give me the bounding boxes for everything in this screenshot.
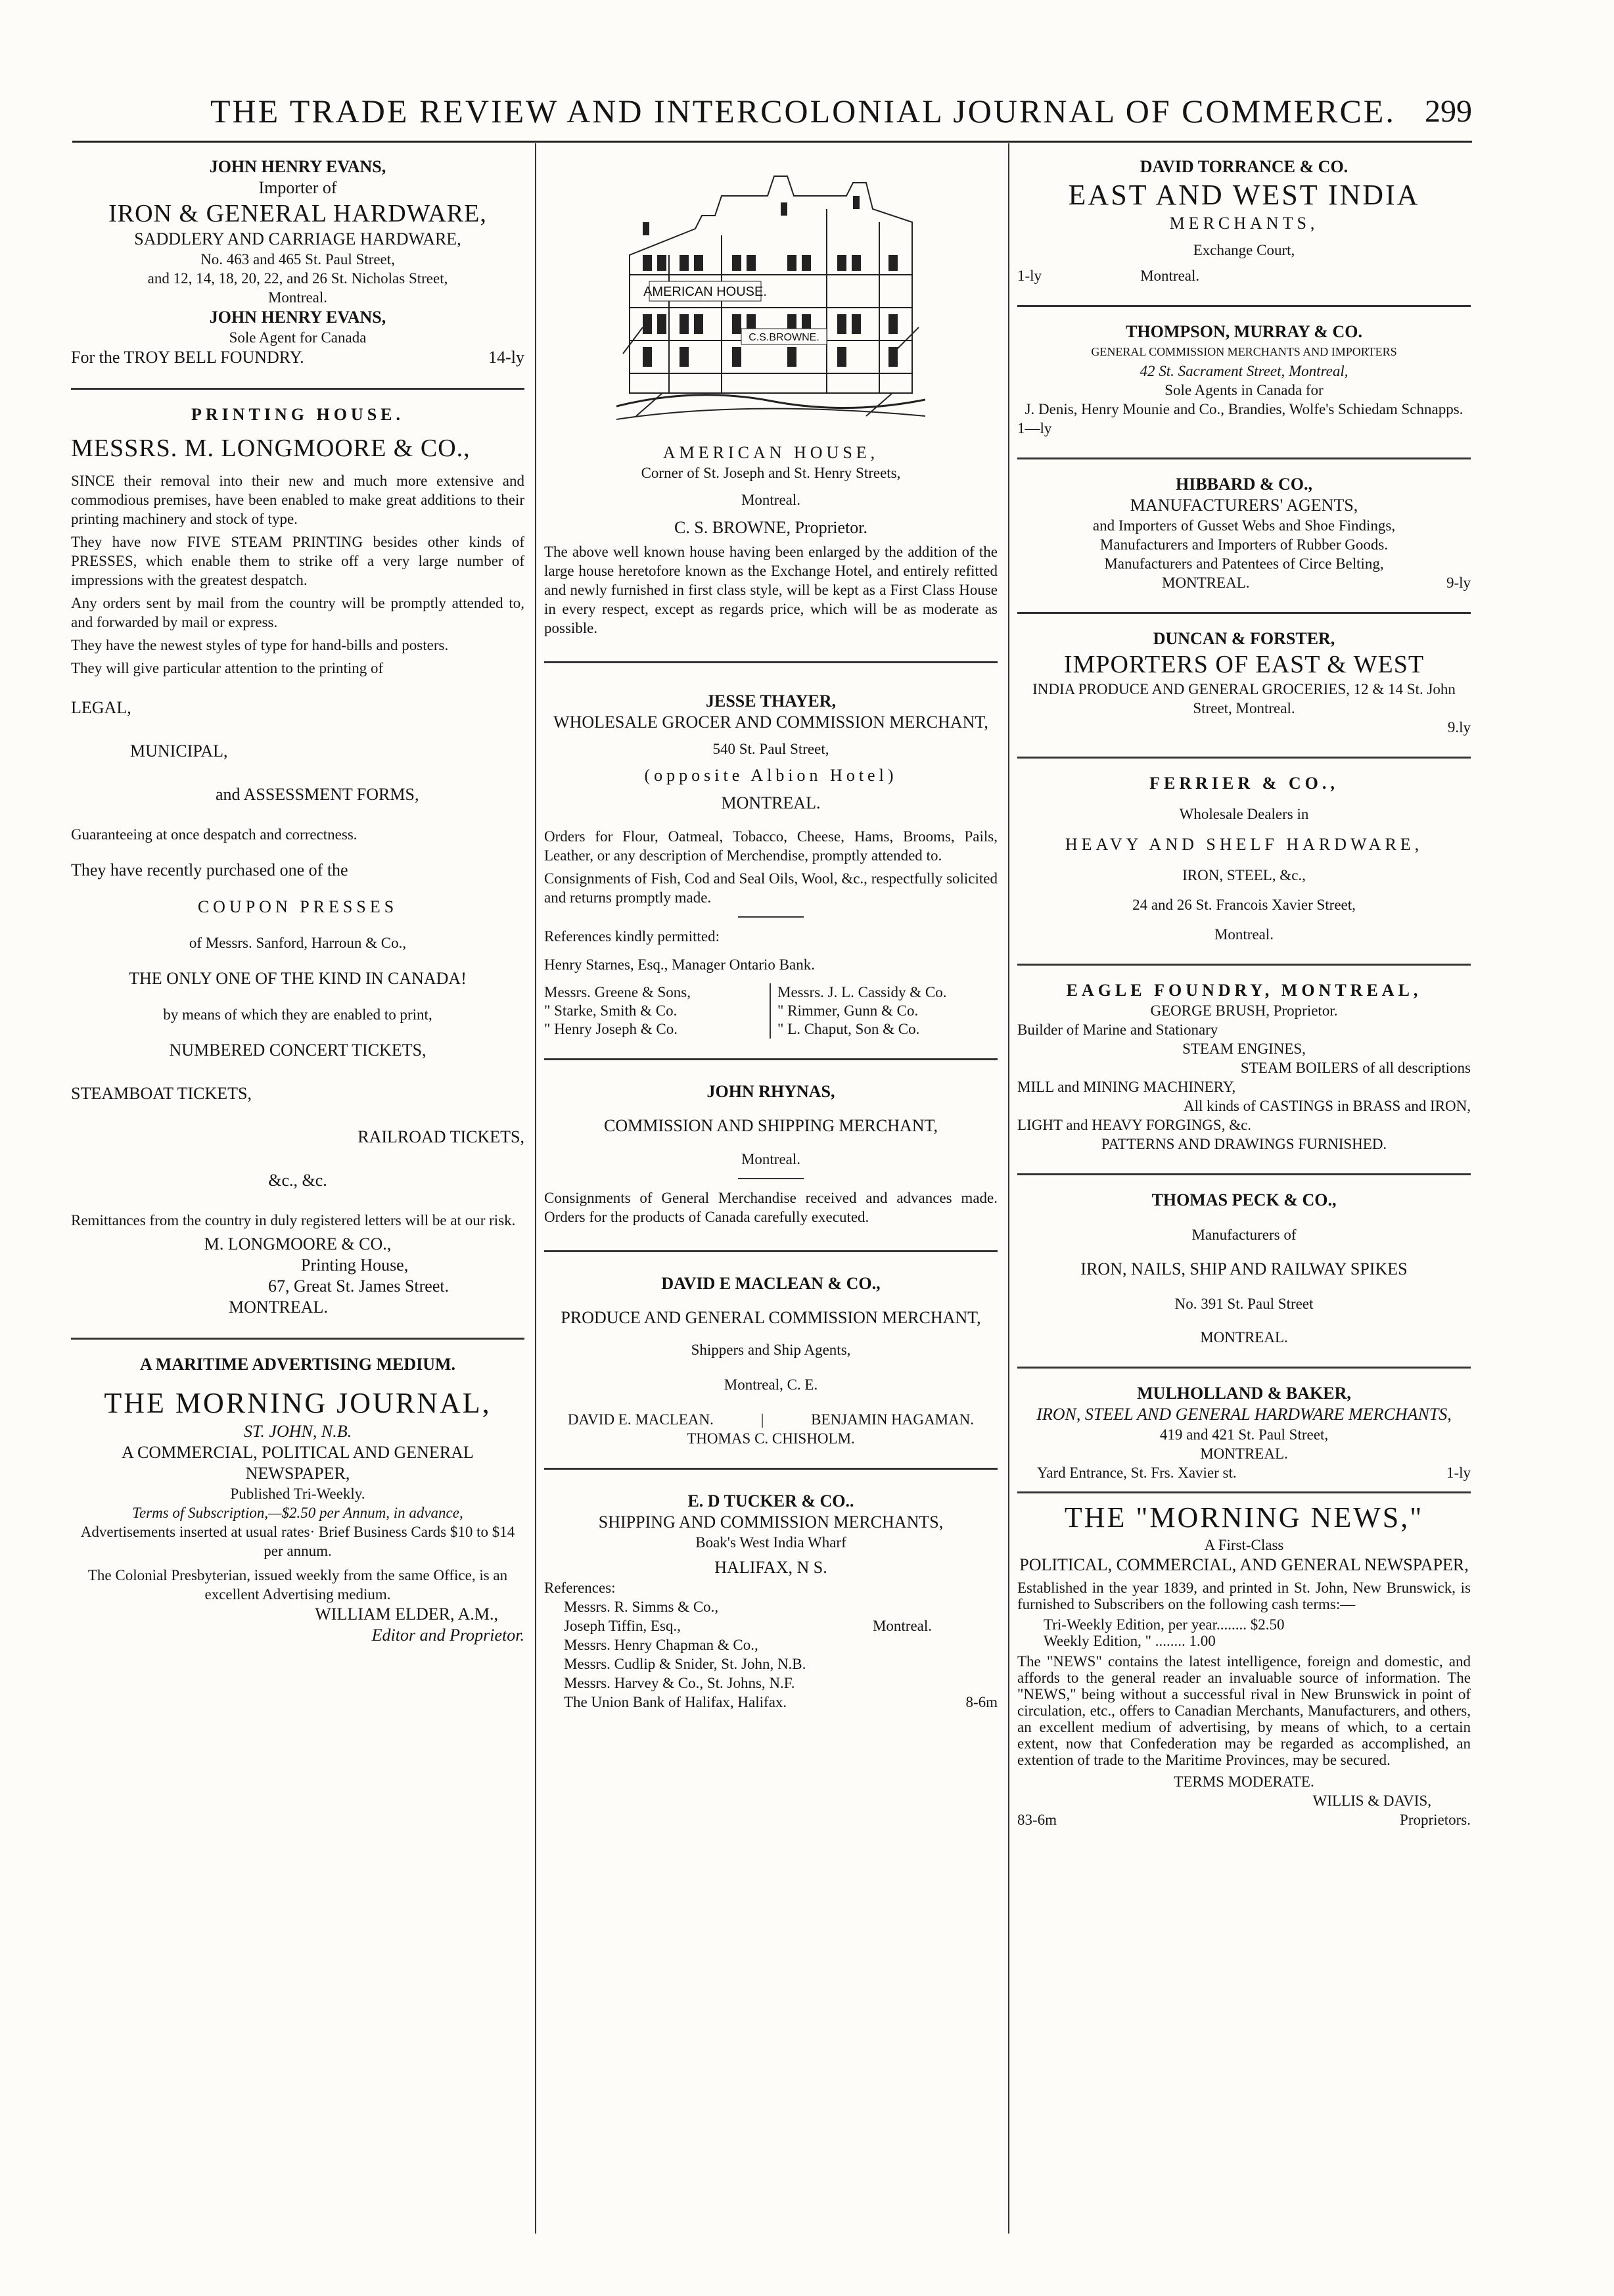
ad-code: 83-6m [1017,1812,1057,1828]
ad-line: and 12, 14, 18, 20, 22, and 26 St. Nicholas Street, [147,270,448,287]
ad-headline: EAST AND WEST INDIA [1068,179,1420,211]
ad-line: STEAM BOILERS of all descriptions [1240,1060,1471,1076]
advertiser-name: THOMPSON, MURRAY & CO. [1126,322,1362,341]
ad-headline: MESSRS. M. LONGMOORE & CO., [71,434,471,462]
ad-line: Montreal. [741,1151,801,1167]
ad-line: MONTREAL. [229,1298,328,1317]
ad-line: IRON, NAILS, SHIP AND RAILWAY SPIKES [1080,1259,1408,1278]
advertiser-name: DUNCAN & FORSTER, [1153,629,1335,648]
reference-list [544,983,998,1039]
page-number: 299 [1425,94,1472,129]
ad-line: MILL and MINING MACHINERY, [1017,1079,1236,1095]
ad-line: Editor and Proprietor. [371,1626,524,1645]
partner-name: THOMAS C. CHISHOLM. [687,1430,855,1447]
ad-line: Exchange Court, [1193,242,1295,258]
ad-mulholland-baker [1017,1379,1471,1491]
ad-headline: HEAVY AND SHELF HARDWARE, [1065,835,1423,854]
ad-paragraph: Any orders sent by mail from the country will be promptly attended to, and forwarded by mail or express. [71,595,524,630]
ad-line: and Importers of Gusset Webs and Shoe Findings, [1092,517,1396,534]
ad-line: Sole Agent for Canada [229,329,367,346]
signature: WILLIAM ELDER, A.M., [315,1605,498,1624]
hotel-engraving [616,156,925,433]
ad-line: J. Denis, Henry Mounie and Co., Brandies, Wolfe's Schiedam Schnapps. [1025,401,1464,417]
ad-code: 1—ly [1017,420,1052,436]
ad-rule [1017,1367,1471,1369]
ad-line: Printing House, [301,1255,409,1275]
ad-maclean: DAVID E MACLEAN & CO., PRODUCE AND GENERAL COMMISSION MERCHANT, Shippers and Ship Agents, Montreal, C. E. DAVID E. MACLEAN. | BENJAMIN HAGAMAN. THOMAS C. CHISHOLM. [544,1263,998,1457]
reference: The Union Bank of Halifax, Halifax. [564,1694,787,1710]
reference: " Rimmer, Gunn & Co. [777,1002,919,1019]
ad-rule [1017,612,1471,614]
ad-line: MONTREAL. [721,793,821,812]
ad-line: The Colonial Presbyterian, issued weekly from the same Office, is an excellent Advertising medium. [87,1567,508,1603]
ad-line: MERCHANTS, [1169,214,1319,233]
ad-paragraph: The above well known house having been enlarged by the addition of the large house heretofore known as the Exchange Hotel, and entirely refitted and newly furnished in first class style, will be kept as a First Class House in every respect, except as regards price, which will be as moderate as possible. [544,544,998,636]
section-heading: A MARITIME ADVERTISING MEDIUM. [139,1355,456,1374]
price-line: Weekly Edition, " ........ 1.00 [1044,1633,1216,1649]
ad-line: STEAM ENGINES, [1182,1041,1306,1057]
ad-rule [1017,457,1471,459]
ad-paragraph: The "NEWS" contains the latest intelligence, foreign and domestic, and affords to the general reader an invaluable source of information. The "NEWS," being without a successful rival in New Brunswick in point of circulation, etc., offers to Canadian Merchants, Manufacturers, and others, an excellent medium of advertising, by means of which, to a certain extent, now that Confederation may be regarded as accomplished, an extention of trade to the Maritime Provinces, may be secured. [1017,1653,1471,1768]
price-line: Tri-Weekly Edition, per year........ $2.50 [1044,1616,1285,1633]
ad-rule [544,1058,998,1060]
ad-line: LIGHT and HEAVY FORGINGS, &c. [1017,1117,1252,1133]
ad-paragraph: They have the newest styles of type for hand-bills and posters. [71,637,449,653]
ad-line: All kinds of CASTINGS in BRASS and IRON, [1183,1098,1471,1114]
ad-code: 9-ly [1446,574,1471,591]
advertiser-name: JOHN HENRY EVANS, [209,308,386,327]
header-rule [72,141,1472,143]
ad-paragraph: Consignments of Fish, Cod and Seal Oils, Wool, &c., respectfully solicited and returns promptly made. [544,870,998,906]
ad-american-house [544,152,998,651]
ad-line: Montreal. [741,492,801,508]
ad-paragraph: Remittances from the country in duly registered letters will be at our risk. [71,1212,516,1229]
ad-line: SADDLERY AND CARRIAGE HARDWARE, [134,229,461,248]
ad-line: and ASSESSMENT FORMS, [216,785,419,804]
ad-rule [1017,964,1471,966]
ad-line: Manufacturers of [1191,1227,1297,1243]
ad-paragraph: SINCE their removal into their new and much more extensive and commodious premises, have been enabled to make great additions to their printing machinery and stock of type. [71,473,524,527]
signature: WILLIS & DAVIS, [1312,1792,1431,1809]
ad-rule [544,1250,998,1252]
ad-line: Yard Entrance, St. Frs. Xavier st. [1037,1464,1237,1481]
advertiser-name: E. D TUCKER & CO.. [687,1491,854,1511]
ad-line: PRODUCE AND GENERAL COMMISSION MERCHANT, [561,1308,981,1327]
ad-paragraph: They will give particular attention to the printing of [71,660,384,676]
ad-line: NUMBERED CONCERT TICKETS, [169,1041,427,1060]
page-header [72,92,1472,138]
ad-line: 67, Great St. James Street. [268,1277,450,1296]
ad-line: They have recently purchased one of the [71,860,348,879]
ad-ferrier [1017,769,1471,953]
ad-line: STEAMBOAT TICKETS, [71,1084,252,1103]
ad-code: 1-ly [1446,1464,1471,1481]
ad-jesse-thayer [544,674,998,1048]
ad-tucker [544,1480,998,1721]
ad-headline: IMPORTERS OF EAST & WEST [1063,651,1425,678]
ad-thompson-murray [1017,317,1471,447]
ad-rule [1017,305,1471,307]
ad-line: No. 463 and 465 St. Paul Street, [200,251,395,268]
reference: Messrs. Henry Chapman & Co., [564,1637,758,1653]
ad-code: 8-6m [965,1694,998,1710]
ad-paragraph: They have now FIVE STEAM PRINTING besides other kinds of PRESSES, which enable them to strike off a very large number of impressions with the greatest despatch. [71,534,524,588]
ad-line: GEORGE BRUSH, Proprietor. [1150,1002,1338,1019]
partner-name: DAVID E. MACLEAN. [567,1411,714,1428]
ad-headline: THE "MORNING NEWS," [1064,1501,1424,1534]
advertiser-name: DAVID E MACLEAN & CO., [661,1274,881,1293]
ad-line: Importer of [258,178,337,197]
ad-line: MUNICIPAL, [130,741,228,761]
ad-line: 42 St. Sacrament Street, Montreal, [1140,363,1349,379]
ad-headline: IRON & GENERAL HARDWARE, [108,200,487,227]
ad-rule [544,1468,998,1470]
ad-rule [71,388,524,390]
column-divider [1008,143,1009,2234]
ad-line: COUPON PRESSES [197,897,398,916]
partner-name: BENJAMIN HAGAMAN. [811,1411,975,1428]
ad-rule [738,1178,804,1179]
column-3 [1017,152,1471,1839]
ad-duncan-forster [1017,624,1471,746]
ad-paragraph: Orders for Flour, Oatmeal, Tobacco, Cheese, Hams, Brooms, Pails, Leather, or any description of Merchendise, promptly attended to. [544,828,998,864]
ad-rule [1017,757,1471,759]
ad-line: of Messrs. Sanford, Harroun & Co., [189,935,407,951]
ad-line: HALIFAX, N S. [714,1558,827,1577]
sign-text: C.S.BROWNE. [749,332,819,343]
ad-line: (opposite Albion Hotel) [644,766,898,785]
ad-line: Terms of Subscription,—$2.50 per Annum, in advance, [132,1505,463,1521]
advertiser-name: JOHN HENRY EVANS, [209,157,386,176]
ad-line: Montreal, C. E. [724,1376,818,1393]
reference: Messrs. Harvey & Co., St. Johns, N.F. [564,1675,795,1691]
advertiser-name: FERRIER & CO., [1149,774,1339,793]
ad-code: 1-ly [1017,268,1042,284]
ad-line: 419 and 421 St. Paul Street, [1159,1426,1329,1443]
advertiser-name: THOMAS PECK & CO., [1151,1190,1337,1209]
ad-line: LEGAL, [71,698,131,717]
signature: M. LONGMOORE & CO., [204,1234,392,1253]
reference: " Starke, Smith & Co. [544,1002,678,1019]
reference: Messrs. J. L. Cassidy & Co. [777,984,947,1000]
ad-line: 540 St. Paul Street, [712,741,829,757]
column-divider [535,143,536,2234]
reference: Messrs. R. Simms & Co., [564,1599,719,1615]
ad-line: 24 and 26 St. Francois Xavier Street, [1132,897,1356,913]
ad-rule [544,661,998,663]
ad-john-rhynas [544,1071,998,1240]
ad-rule [738,916,804,918]
ad-headline: AMERICAN HOUSE, [662,443,879,462]
ad-code: 9.ly [1447,719,1471,736]
ad-line: Sole Agents in Canada for [1164,382,1324,398]
ad-line: THE ONLY ONE OF THE KIND IN CANADA! [129,969,467,988]
advertiser-name: EAGLE FOUNDRY, MONTREAL, [1066,981,1422,1000]
ad-line: MANUFACTURERS' AGENTS, [1130,496,1358,515]
ad-line: TERMS MODERATE. [1174,1773,1314,1790]
ad-line: COMMISSION AND SHIPPING MERCHANT, [603,1116,938,1135]
ad-paragraph: Consignments of General Merchandise received and advances made. Orders for the products of Canada carefully executed. [544,1190,998,1225]
advertiser-name: MULHOLLAND & BAKER, [1137,1384,1351,1403]
ad-line: IRON, STEEL, &c., [1182,867,1306,883]
ad-line: Corner of St. Joseph and St. Henry Streets, [641,465,901,481]
ad-line: Proprietors. [1400,1812,1471,1828]
ad-line: Manufacturers and Patentees of Circe Belting, [1104,555,1384,572]
ad-torrance [1017,152,1471,294]
reference: Messrs. Greene & Sons, [544,984,691,1000]
ad-morning-news [1017,1491,1471,1839]
ad-code: 14-ly [488,348,524,367]
ad-line: IRON, STEEL AND GENERAL HARDWARE MERCHANTS, [1036,1405,1452,1424]
ad-paragraph: Established in the year 1839, and printed in St. John, New Brunswick, is furnished to Subscribers on the following cash terms:— [1017,1580,1471,1612]
ad-line: PATTERNS AND DRAWINGS FURNISHED. [1101,1136,1387,1152]
ad-line: Manufacturers and Importers of Rubber Goods. [1099,536,1389,553]
ad-evans [71,152,524,377]
ad-line: Henry Starnes, Esq., Manager Ontario Bank. [544,956,815,973]
ad-line: SHIPPING AND COMMISSION MERCHANTS, [598,1512,944,1532]
column-1 [71,152,524,1655]
ad-rule [1017,1173,1471,1175]
ad-line: Builder of Marine and Stationary [1017,1021,1218,1038]
ad-printing-house [71,400,524,1327]
ad-line: For the TROY BELL FOUNDRY. [71,348,304,367]
ad-line: Advertisements inserted at usual rates· Brief Business Cards $10 to $14 per annum. [80,1524,515,1559]
ad-hibbard [1017,470,1471,601]
ad-line: Shippers and Ship Agents, [691,1342,851,1358]
reference: Messrs. Cudlip & Snider, St. John, N.B. [564,1656,806,1672]
ad-line: MONTREAL. [1200,1329,1288,1346]
ad-line: Montreal. [1214,926,1274,943]
ad-line: MONTREAL. [1200,1445,1288,1462]
ad-line: RAILROAD TICKETS, [357,1127,524,1146]
ad-line: References: [544,1580,616,1596]
ad-line: Boak's West India Wharf [695,1534,846,1551]
advertiser-name: JESSE THAYER, [706,691,836,711]
column-2 [544,152,998,1721]
ad-line: References kindly permitted: [544,928,720,945]
ad-rule [71,1338,524,1340]
ad-thomas-peck [1017,1186,1471,1356]
reference: " L. Chaput, Son & Co. [777,1021,920,1037]
sign-text: AMERICAN HOUSE. [643,285,767,299]
ad-morning-journal [71,1350,524,1655]
ad-line: POLITICAL, COMMERCIAL, AND GENERAL NEWSPAPER, [1019,1555,1469,1574]
ad-line: Guaranteeing at once despatch and correctness. [71,826,357,843]
reference: Montreal. [872,1618,932,1634]
journal-title: THE TRADE REVIEW AND INTERCOLONIAL JOURNAL OF COMMERCE. [210,93,1396,129]
ad-eagle-foundry [1017,976,1471,1163]
ad-line: GENERAL COMMISSION MERCHANTS AND IMPORTERS [1091,345,1397,358]
ad-headline: THE MORNING JOURNAL, [104,1387,492,1419]
ad-line: A COMMERCIAL, POLITICAL AND GENERAL NEWSPAPER, [122,1443,474,1483]
ad-line: C. S. BROWNE, Proprietor. [674,518,867,537]
ad-line: Montreal. [1140,268,1200,284]
reference: Joseph Tiffin, Esq., [564,1618,681,1634]
ad-line: &c., &c. [268,1171,327,1190]
ad-line: Montreal. [267,289,328,306]
reference: " Henry Joseph & Co. [544,1021,678,1037]
ad-line: INDIA PRODUCE AND GENERAL GROCERIES, 12 & 14 St. John Street, Montreal. [1032,681,1456,716]
ad-line: No. 391 St. Paul Street [1174,1296,1314,1312]
ad-line: by means of which they are enabled to print, [163,1006,432,1023]
ad-line: MONTREAL. [1162,574,1250,591]
ad-line: A First-Class [1204,1537,1284,1553]
ad-line: WHOLESALE GROCER AND COMMISSION MERCHANT, [553,713,988,732]
advertiser-name: DAVID TORRANCE & CO. [1140,157,1349,176]
ad-line: ST. JOHN, N.B. [243,1422,352,1441]
ad-line: Wholesale Dealers in [1179,806,1309,822]
advertiser-name: JOHN RHYNAS, [706,1082,835,1101]
ad-line: Published Tri-Weekly. [230,1486,365,1502]
advertiser-name: HIBBARD & CO., [1175,475,1312,494]
section-heading: PRINTING HOUSE. [191,405,405,424]
